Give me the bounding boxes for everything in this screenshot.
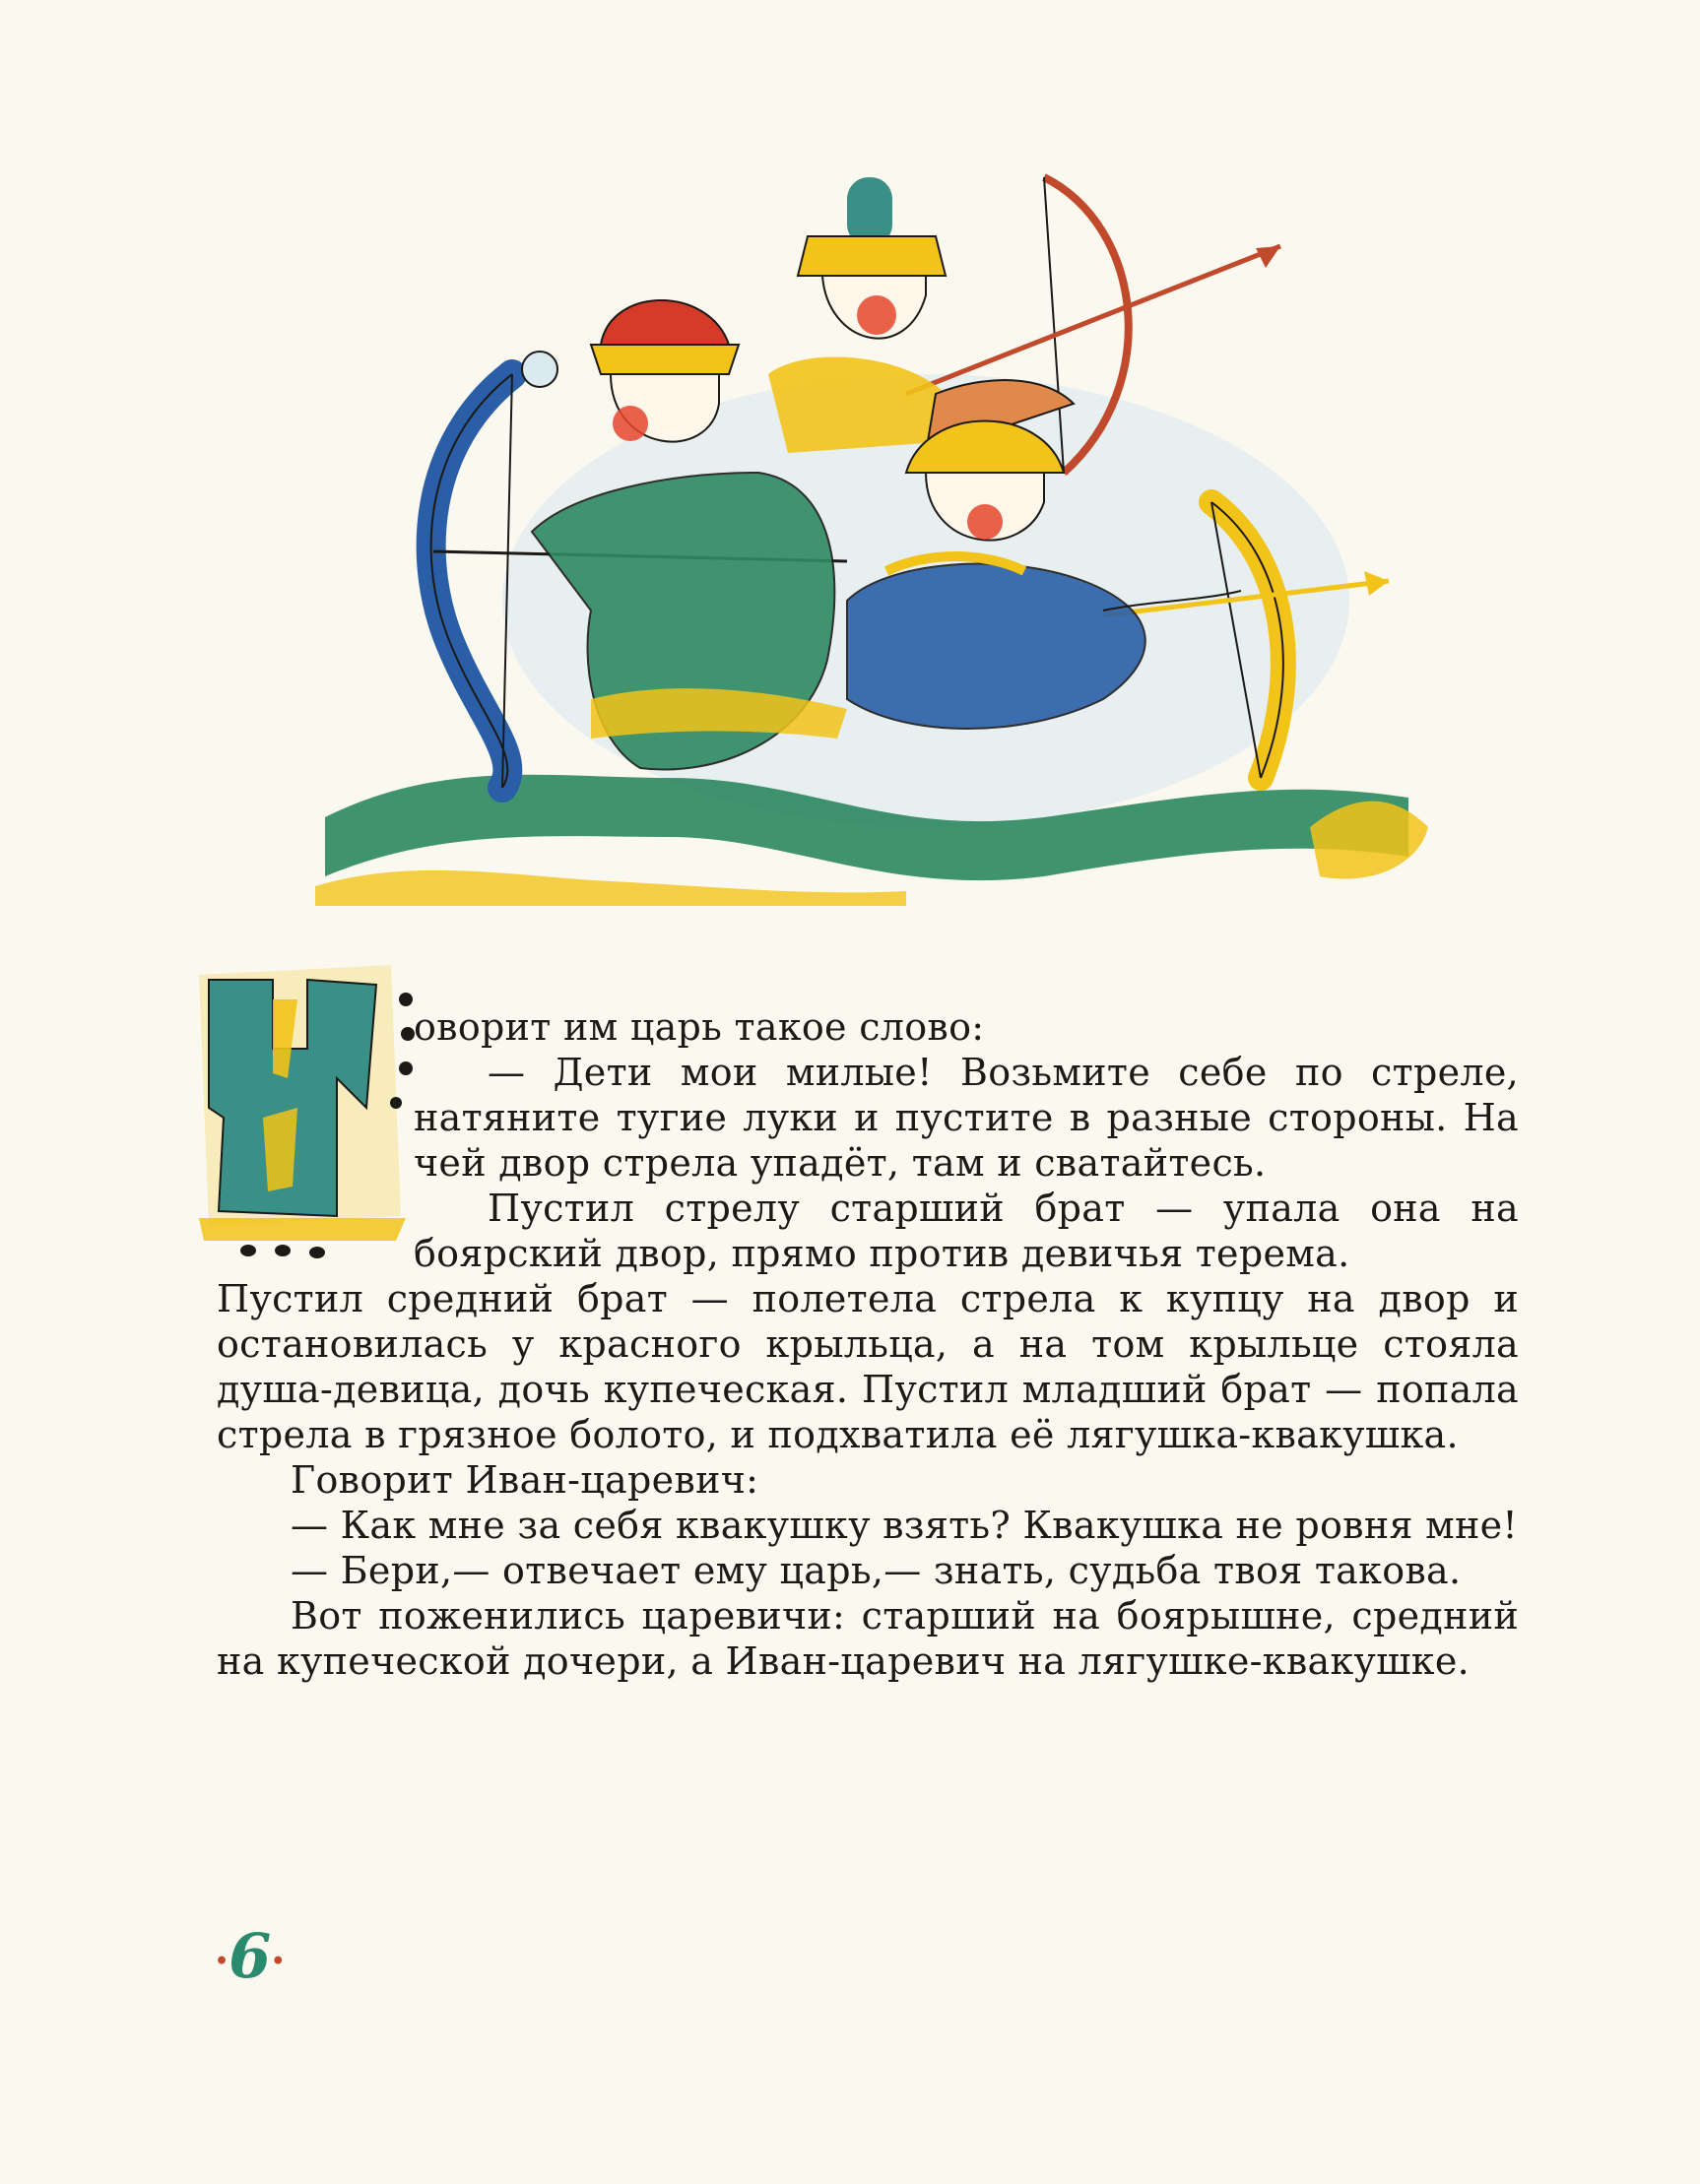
paragraph-4: Пустил средний брат — полетела стрела к купцу на двор и остановилась у красного крыльца, а на том крыльце стояла душа-девица, дочь купеческая. Пустил младший брат — попала стрела в грязное болото, и подхватила её лягушка-квакушка.: [217, 1277, 1519, 1456]
paragraph-5: Говорит Иван-царевич:: [291, 1458, 759, 1502]
page-number: [215, 1920, 285, 1992]
paragraph-1: оворит им царь такое слово:: [414, 1005, 985, 1049]
paragraph-2: — Дети мои милые! Возьмите себе по стреле, натяните тугие луки и пустите в разные стороны. На чей двор стрела упадёт, там и сватайтесь.: [414, 1051, 1519, 1185]
story-text: [217, 1004, 1519, 1684]
ornament-dot-left: •: [215, 1949, 229, 1974]
paragraph-3: Пустил стрелу старший брат — упала она на боярский двор, прямо против девичья терема.: [414, 1187, 1519, 1275]
page-number-value: 6: [229, 1920, 272, 1992]
paragraph-8: Вот поженились царевичи: старший на боярышне, средний на купеческой дочери, а Иван-царевич на лягушке-квакушке.: [217, 1594, 1519, 1683]
paragraph-7: — Бери,— отвечает ему царь,— знать, судьба твоя такова.: [291, 1549, 1462, 1592]
ornament-dot-right: •: [271, 1949, 286, 1974]
archers-illustration: [295, 148, 1477, 906]
paragraph-6: — Как мне за себя квакушку взять? Квакушка не ровня мне!: [291, 1504, 1518, 1547]
